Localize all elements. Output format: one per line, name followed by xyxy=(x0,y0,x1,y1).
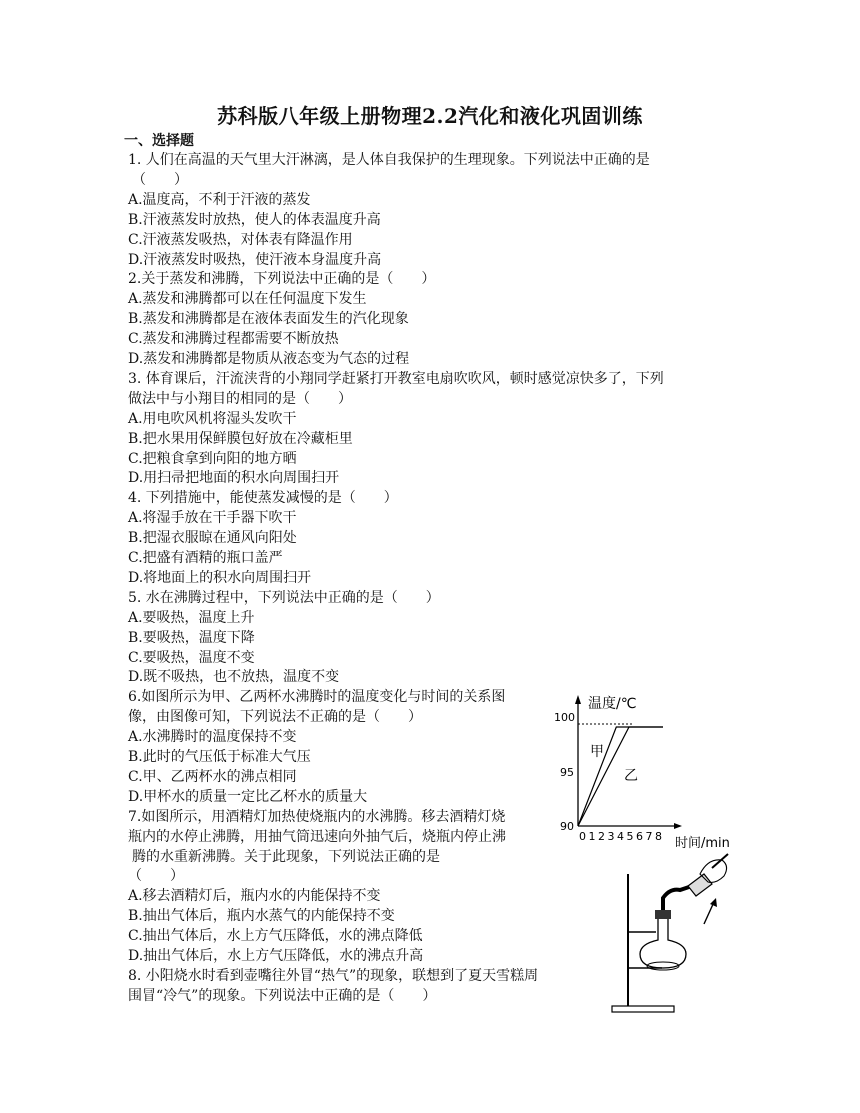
x-tick-label: 3 xyxy=(607,830,615,843)
graph-axes xyxy=(575,695,682,829)
text-line: B.此时的气压低于标准大气压 xyxy=(128,749,311,765)
x-tick-label: 4 xyxy=(617,830,624,843)
burner-flame xyxy=(647,962,679,970)
x-tick-label: 6 xyxy=(636,830,643,843)
text-line: B.汗液蒸发时放热，使人的体表温度升高 xyxy=(128,211,381,228)
text-line: C.蒸发和沸腾过程都需要不断放热 xyxy=(128,331,339,348)
text-line: A.移去酒精灯后，瓶内水的内能保持不变 xyxy=(128,888,381,905)
text-line: D.用扫帚把地面的积水向周围扫开 xyxy=(128,470,340,487)
text-line: 腾的水重新沸腾。关于此现象，下列说法正确的是 xyxy=(132,848,440,865)
text-line: B.要吸热，温度下降 xyxy=(128,629,255,646)
text-line: 3. 体育课后，汗流浃背的小翔同学赶紧打开教室电扇吹吹风，顿时感觉凉快多了，下列 xyxy=(128,370,664,387)
y-tick-95: 95 xyxy=(560,766,574,779)
text-line: 像，由图像可知，下列说法不正确的是（ ） xyxy=(128,709,422,726)
text-line: （ ） xyxy=(128,868,184,885)
x-axis-label: 时间/min xyxy=(675,836,730,851)
text-line: 4. 下列措施中，能使蒸发减慢的是（ ） xyxy=(128,490,398,507)
text-line: C.汗液蒸发吸热，对体表有降温作用 xyxy=(128,231,353,248)
flask xyxy=(640,918,686,968)
text-line: A.要吸热，温度上升 xyxy=(128,609,255,626)
text-line: 8. 小阳烧水时看到壶嘴往外冒“热气”的现象，联想到了夏天雪糕周 xyxy=(128,967,539,984)
pull-arrow xyxy=(704,902,714,924)
text-line: 做法中与小翔目的相同的是（ ） xyxy=(128,390,352,407)
page-title: 苏科版八年级上册物理2.2汽化和液化巩固训练 xyxy=(217,104,643,128)
text-line: A.温度高，不利于汗液的蒸发 xyxy=(128,191,311,208)
x-tick-label: 1 xyxy=(588,830,596,843)
text-line: 7.如图所示，用酒精灯加热使烧瓶内的水沸腾。移去酒精灯烧 xyxy=(128,808,506,825)
text-line: 2.关于蒸发和沸腾，下列说法中正确的是（ ） xyxy=(128,271,436,288)
stopper xyxy=(655,910,671,919)
text-line: 6.如图所示为甲、乙两杯水沸腾时的温度变化与时间的关系图 xyxy=(128,689,506,706)
series-jia-line xyxy=(578,727,663,826)
text-line: A.用电吹风机将湿头发吹干 xyxy=(128,410,297,427)
x-tick-label: 8 xyxy=(655,830,662,843)
x-tick-label: 7 xyxy=(645,830,653,843)
text-line: D.将地面上的积水向周围扫开 xyxy=(128,569,312,586)
y-axis-label: 温度/℃ xyxy=(588,696,637,712)
text-line: D.汗液蒸发时吸热，使汗液本身温度升高 xyxy=(128,251,382,268)
text-line: A.将湿手放在干手器下吹干 xyxy=(128,510,297,527)
text-line: B.抽出气体后，瓶内水蒸气的内能保持不变 xyxy=(128,908,395,925)
x-tick-label: 0 xyxy=(579,830,586,843)
x-axis-arrow xyxy=(674,823,682,829)
text-line: A.蒸发和沸腾都可以在任何温度下发生 xyxy=(128,291,367,308)
stand-base xyxy=(612,1006,674,1012)
x-tick-label: 5 xyxy=(626,830,634,843)
text-line: C.甲、乙两杯水的沸点相同 xyxy=(128,768,297,785)
text-line: A.水沸腾时的温度保持不变 xyxy=(128,729,297,746)
text-line: C.要吸热，温度不变 xyxy=(128,649,255,666)
section-heading: 一、选择题 xyxy=(124,133,194,149)
text-line: D.甲杯水的质量一定比乙杯水的质量大 xyxy=(128,788,368,805)
text-line: 5. 水在沸腾过程中，下列说法中正确的是（ ） xyxy=(128,589,440,606)
temperature-time-graph xyxy=(548,686,738,852)
text-line: C.把盛有酒精的瓶口盖严 xyxy=(128,550,283,566)
text-line: B.蒸发和沸腾都是在液体表面发生的汽化现象 xyxy=(128,311,409,328)
text-line: D.既不吸热，也不放热，温度不变 xyxy=(128,669,340,686)
series-b-label: 乙 xyxy=(624,768,638,784)
pull-arrow-head xyxy=(710,898,717,907)
pump-handle xyxy=(712,854,728,868)
x-ticks xyxy=(579,830,662,843)
x-tick-label: 2 xyxy=(598,830,605,843)
text-line: C.抽出气体后，水上方气压降低，水的沸点降低 xyxy=(128,928,423,945)
series-lines xyxy=(578,727,663,826)
text-line: （ ） xyxy=(132,171,188,188)
text-line: D.抽出气体后，水上方气压降低，水的沸点升高 xyxy=(128,948,424,964)
series-a-label: 甲 xyxy=(590,744,604,760)
text-line: 围冒“冷气”的现象。下列说法中正确的是（ ） xyxy=(128,987,437,1004)
y-axis-arrow xyxy=(575,695,581,704)
text-line: 1. 人们在高温的天气里大汗淋漓，是人体自我保护的生理现象。下列说法中正确的是 xyxy=(128,152,650,168)
tube xyxy=(663,886,692,910)
text-line: 瓶内的水停止沸腾，用抽气筒迅速向外抽气后，烧瓶内停止沸 xyxy=(128,828,506,845)
pump-cylinder xyxy=(688,874,712,896)
text-line: B.把水果用保鲜膜包好放在冷藏柜里 xyxy=(128,430,353,447)
text-line: B.把湿衣服晾在通风向阳处 xyxy=(128,530,297,547)
text-line: C.把粮食拿到向阳的地方晒 xyxy=(128,450,297,467)
text-line: D.蒸发和沸腾都是物质从液态变为气态的过程 xyxy=(128,351,410,367)
series-yi-line xyxy=(578,727,663,826)
y-tick-100: 100 xyxy=(554,711,575,724)
flask-apparatus-illustration xyxy=(600,848,740,1016)
y-tick-90: 90 xyxy=(560,820,574,833)
